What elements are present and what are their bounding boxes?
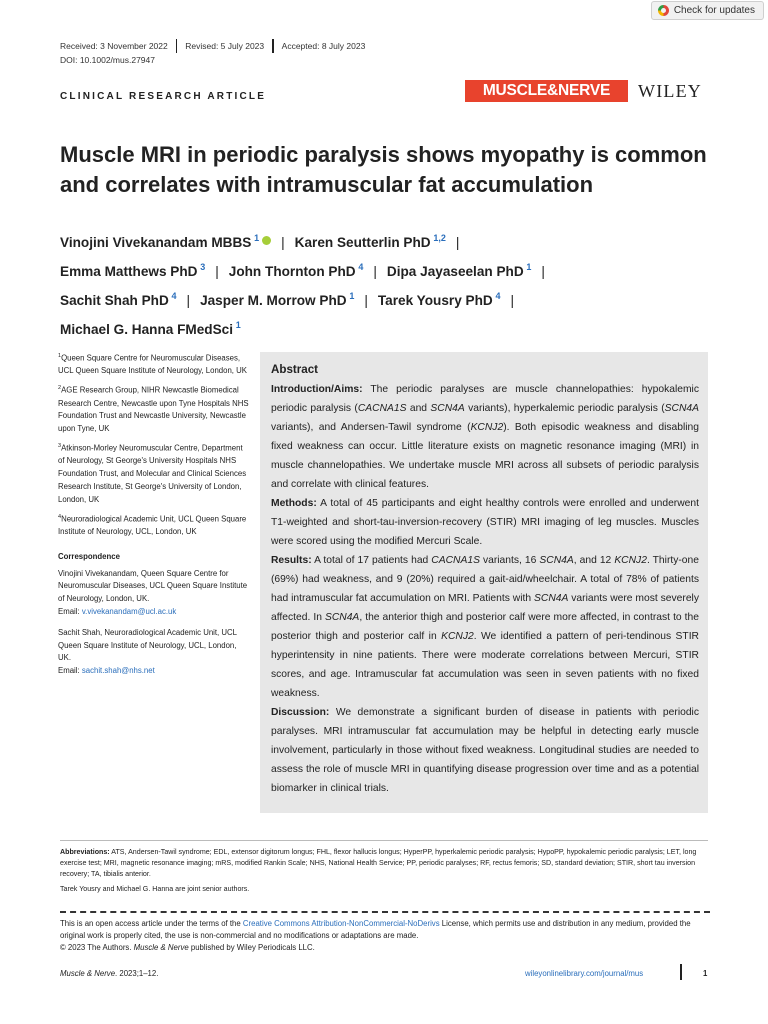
- author[interactable]: Jasper M. Morrow PhD $^1$: [200, 291, 355, 308]
- page-number: 1: [703, 969, 708, 978]
- divider: [272, 39, 274, 53]
- author[interactable]: Karen Seutterlin PhD $^{1,2}$: [294, 233, 446, 250]
- footer-citation: Muscle & Nerve. 2023;1–12.: [60, 969, 159, 978]
- article-type: CLINICAL RESEARCH ARTICLE: [60, 91, 267, 102]
- received-date: Received: 3 November 2022: [60, 41, 168, 51]
- correspondence-entry: Sachit Shah, Neuroradiological Academic Unit, UCL Queen Square Institute of Neurology, UCL, London, UK. Email: sachit.shah@nhs.net: [58, 627, 237, 676]
- abstract-results: Results: A total of 17 patients had CACNA1S variants, 16 SCN4A, and 12 KCNJ2. Thirty-one (69%) had weakness, and 9 (20%) required a gait-aid/wheelchair. A total of 78% of patients had intramuscular fat accumulation on MRI. Patients with SCN4A variants were most severely affected. In SCN4A, the anterior thigh and posterior calf were more affected, in contrast to the posterior thigh and posterior calf in KCNJ2. We identified a pattern of peri-tendinous STIR hyperintensity in nine patients. There were moderate correlations between Mercuri, STIR scores, and age. Intramuscular fat accumulation was seen in seven patients with no fixed weakness.: [271, 555, 699, 699]
- crossmark-icon: [658, 5, 669, 16]
- article-title: Muscle MRI in periodic paralysis shows myopathy is common and correlates with intramuscular fat accumulation: [60, 142, 707, 197]
- cc-license-link[interactable]: Creative Commons Attribution-NonCommercial-NoDerivs: [242, 919, 440, 928]
- affiliations-column: [58, 350, 250, 682]
- journal-logo: MUSCLE&NERVE: [465, 80, 628, 102]
- abstract-methods: Methods: A total of 45 participants and eight healthy controls were enrolled and underwent T1-weighted and short-tau-inversion-recovery (STIR) MRI imaging of leg muscles. Muscles were scored using the modified Mercuri Scale.: [271, 498, 699, 547]
- divider: [60, 840, 708, 841]
- senior-authors-note: Tarek Yousry and Michael G. Hanna are joint senior authors.: [60, 885, 250, 893]
- author[interactable]: Michael G. Hanna FMedSci $^1$: [60, 320, 241, 337]
- correspondence-entry: Vinojini Vivekanandam, Queen Square Centre for Neuromuscular Diseases, UCL Queen Square Institute of Neurology, London, UK. Email: v.vivekanandam@ucl.ac.uk: [58, 568, 248, 616]
- orcid-icon[interactable]: [262, 236, 271, 245]
- dashed-divider: [60, 911, 710, 913]
- revised-date: Revised: 5 July 2023: [185, 41, 265, 51]
- affiliation: $^2$AGE Research Group, NIHR Newcastle Biomedical Research Centre, Newcastle upon Tyne Hospitals NHS Foundation Trust and Newcastle University, Newcastle upon Tyne, UK: [58, 385, 249, 434]
- divider: [176, 39, 178, 53]
- email-link[interactable]: v.vivekanandam@ucl.ac.uk: [81, 606, 177, 616]
- check-for-updates-button[interactable]: [651, 1, 764, 20]
- author[interactable]: John Thornton PhD $^4$: [228, 262, 364, 279]
- abstract-heading: Abstract: [271, 363, 319, 376]
- author[interactable]: Dipa Jayaseelan PhD $^1$: [386, 262, 532, 279]
- article-dates: [60, 39, 365, 53]
- abstract-box: [260, 352, 708, 813]
- author[interactable]: Sachit Shah PhD $^4$: [60, 291, 177, 308]
- affiliation: $^4$Neuroradiological Academic Unit, UCL Queen Square Institute of Neurology, UCL, London, UK: [58, 513, 247, 536]
- abbreviations: Abbreviations: ATS, Andersen-Tawil syndrome; EDL, extensor digitorum longus; FHL, flexor hallucis longus; HyperPP, hyperkalemic periodic paralysis; HypoPP, hypokalemic periodic paralysis; LET, long exercise test; MRI, magnetic resonance imaging; mRS, modified Rankin Scale; NHS, National Health Service; PP, periodic paralyses; RF, rectus femoris; SD, standard deviation; STIR, short tau inversion recovery; TA, tibialis anterior.: [60, 848, 697, 878]
- publisher-logo: WILEY: [638, 81, 702, 101]
- author[interactable]: Tarek Yousry PhD $^4$: [377, 291, 501, 308]
- accepted-date: Accepted: 8 July 2023: [281, 41, 366, 51]
- email-link[interactable]: sachit.shah@nhs.net: [81, 666, 155, 676]
- correspondence-heading: Correspondence: [58, 551, 120, 561]
- author-list: Vinojini Vivekanandam MBBS $^1$ | Karen Seutterlin PhD $^{1,2}$ | Emma Matthews PhD $^3$ | John Thornton PhD $^4$ | Dipa Jayaseelan PhD $^1$ | Sachit Shah PhD $^4$ | Jasper M. Morrow PhD $^1$ | Tarek Yousry PhD $^4$ | Michael G. Hanna FMedSci $^1$: [60, 233, 545, 337]
- doi[interactable]: DOI: 10.1002/mus.27947: [60, 55, 155, 65]
- license-statement: This is an open access article under the terms of the Creative Commons Attribution-NonCommercial-NoDerivs License, which permits use and distribution in any medium, provided the original work is properly cited, the use is non-commercial and no modifications or adaptations are made. © 2023 The Authors. Muscle & Nerve published by Wiley Periodicals LLC.: [60, 919, 691, 952]
- journal-url-link[interactable]: wileyonlinelibrary.com/journal/mus: [525, 969, 644, 978]
- abstract-discussion: Discussion: We demonstrate a significant burden of disease in patients with periodic paralyses. MRI intramuscular fat accumulation may be helpful in detecting early muscle involvement, particularly in those without fixed weakness. Longitudinal studies are needed to assess the role of muscle MRI in quantifying disease progression over time and as a potential biomarker in clinical trials.: [271, 707, 699, 794]
- affiliation: $^1$Queen Square Centre for Neuromuscular Diseases, UCL Queen Square Institute of Neurology, London, UK: [58, 353, 247, 376]
- divider: [680, 964, 682, 980]
- check-for-updates-label: Check for updates: [673, 5, 755, 16]
- abstract-introduction: Introduction/Aims: The periodic paralyses are muscle channelopathies: hypokalemic periodic paralysis (CACNA1S and SCN4A variants), hyperkalemic periodic paralysis (SCN4A variants), and Andersen-Tawil syndrome (KCNJ2). Both episodic weakness and disabling fixed weakness can occur. Little literature exists on magnetic resonance imaging (MRI) in muscle channelopathies. We undertake muscle MRI across all subsets of periodic paralysis and correlate with clinical features.: [271, 384, 700, 490]
- affiliation: $^3$Atkinson-Morley Neuromuscular Centre, Department of Neurology, St George's University Hospitals NHS Foundation Trust, and Molecular and Clinical Sciences Research Institute, St George's University of London, London, UK: [58, 442, 247, 504]
- author[interactable]: Vinojini Vivekanandam MBBS $^1$: [60, 235, 271, 250]
- author[interactable]: Emma Matthews PhD $^3$: [60, 262, 206, 279]
